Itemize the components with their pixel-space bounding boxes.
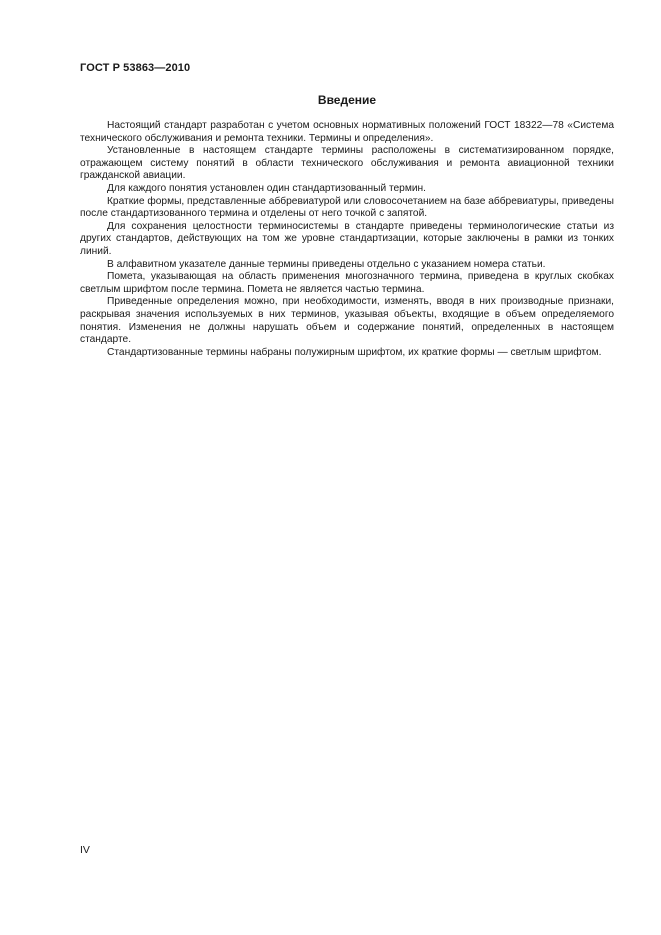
page-number: IV	[80, 844, 90, 856]
paragraph: Для сохранения целостности терминосистемы в стандарте приведены терминологические статьи из других стандартов, действующих на том же уровне стандартизации, которые заключены в рамки из тонких линий.	[80, 220, 614, 257]
paragraph: Помета, указывающая на область применения многозначного термина, приведена в круглых скобках светлым шрифтом после термина. Помета не является частью термина.	[80, 271, 614, 295]
paragraph: В алфавитном указателе данные термины приведены отдельно с указанием номера статьи.	[107, 258, 546, 270]
paragraph: Для каждого понятия установлен один стандартизованный термин.	[107, 182, 426, 194]
paragraph: Приведенные определения можно, при необходимости, изменять, вводя в них производные признаки, раскрывая значения используемых в них терминов, указывая объекты, входящие в объем определяемого понятия. Изменения не должны нарушать объем и содержание понятий, определенных в настоящем стандарте.	[80, 296, 614, 346]
document-code: ГОСТ Р 53863—2010	[80, 62, 191, 74]
body-text	[80, 120, 614, 359]
paragraph: Установленные в настоящем стандарте термины расположены в систематизированном порядке, отражающем систему понятий в области технического обслуживания и ремонта авиационной техники гражданской авиации.	[80, 145, 614, 182]
paragraph: Краткие формы, представленные аббревиатурой или словосочетанием на базе аббревиатуры, приведены после стандартизованного термина и отделены от него точкой с запятой.	[80, 195, 614, 220]
section-title: Введение	[317, 93, 377, 107]
paragraph: Стандартизованные термины набраны полужирным шрифтом, их краткие формы — светлым шрифтом.	[107, 346, 602, 358]
paragraph: Настоящий стандарт разработан с учетом основных нормативных положений ГОСТ 18322—78 «Система технического обслуживания и ремонта техники. Термины и определения».	[80, 120, 614, 144]
